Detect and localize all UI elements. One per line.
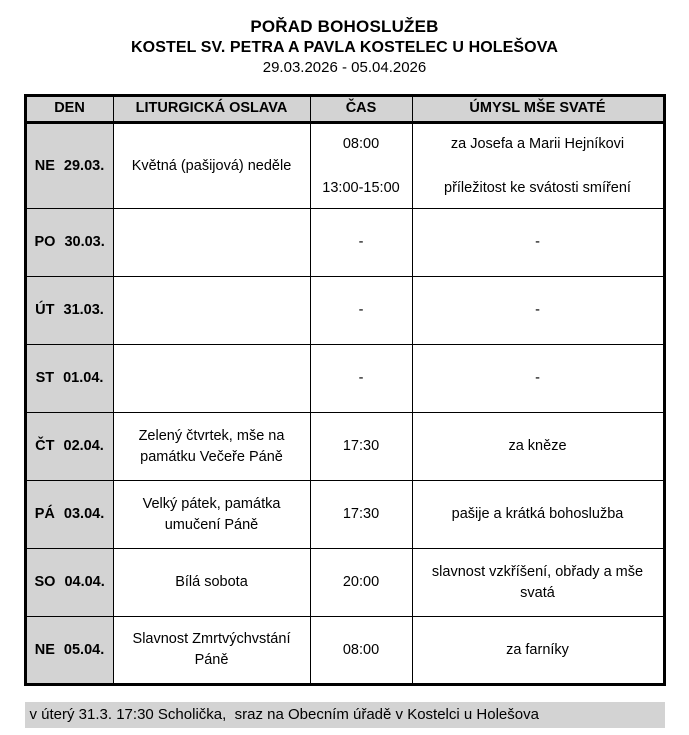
celebration-cell: Zelený čtvrtek, mše na památku Večeře Páně xyxy=(113,413,310,481)
time-cell: 17:30 xyxy=(310,481,412,549)
col-header-day: DEN xyxy=(25,96,113,123)
day-abbr: SO xyxy=(34,574,56,590)
intention-cell: - xyxy=(412,345,664,413)
schedule-table-header xyxy=(25,96,664,123)
schedule-table-body xyxy=(25,123,664,685)
celebration-cell: Velký pátek, památka umučení Páně xyxy=(113,481,310,549)
intention-cell xyxy=(412,123,664,209)
schedule-table xyxy=(24,94,666,686)
celebration-cell: Květná (pašijová) neděle xyxy=(113,123,310,209)
time-cell: - xyxy=(310,209,412,277)
table-row-tuesday-31-03 xyxy=(25,277,664,345)
table-row-sunday-05-04 xyxy=(25,617,664,685)
day-date: 29.03. xyxy=(63,157,105,174)
announcement-note: v úterý 31.3. 17:30 Scholička, sraz na Obecním úřadě v Kostelci u Holešova xyxy=(25,702,665,728)
day-abbr: ST xyxy=(35,370,55,386)
time-line-1: 08:00 xyxy=(342,135,380,152)
date-range: 29.03.2026 - 05.04.2026 xyxy=(262,59,427,76)
time-cell: - xyxy=(310,277,412,345)
day-cell xyxy=(25,277,113,345)
intention-cell: - xyxy=(412,277,664,345)
day-abbr: PO xyxy=(34,234,56,250)
time-cell: - xyxy=(310,345,412,413)
day-date: 02.04. xyxy=(63,438,104,454)
col-header-time: ČAS xyxy=(310,96,412,123)
day-date: 03.04. xyxy=(63,506,105,522)
day-abbr: NE xyxy=(34,157,55,174)
time-cell: 08:00 xyxy=(310,617,412,685)
day-abbr: ÚT xyxy=(35,302,55,318)
day-date: 31.03. xyxy=(63,302,104,318)
table-row-sunday-29-03 xyxy=(25,123,664,209)
intention-cell: - xyxy=(412,209,664,277)
celebration-cell xyxy=(113,209,310,277)
day-date: 30.03. xyxy=(64,234,105,250)
intention-cell: za kněze xyxy=(412,413,664,481)
celebration-cell: Slavnost Zmrtvýchvstání Páně xyxy=(113,617,310,685)
time-cell: 20:00 xyxy=(310,549,412,617)
day-abbr: ČT xyxy=(35,438,55,454)
table-row-friday-03-04 xyxy=(25,481,664,549)
page-title: POŘAD BOHOSLUŽEB xyxy=(250,17,439,36)
header-row xyxy=(25,96,664,123)
day-cell xyxy=(25,413,113,481)
day-cell xyxy=(25,481,113,549)
table-row-thursday-02-04 xyxy=(25,413,664,481)
day-cell xyxy=(25,345,113,413)
col-header-intention: ÚMYSL MŠE SVATÉ xyxy=(412,96,664,123)
intention-cell: za farníky xyxy=(412,617,664,685)
day-cell xyxy=(25,549,113,617)
day-cell xyxy=(25,617,113,685)
celebration-cell: Bílá sobota xyxy=(113,549,310,617)
day-abbr: PÁ xyxy=(34,506,55,522)
table-row-wednesday-01-04 xyxy=(25,345,664,413)
day-abbr: NE xyxy=(34,641,55,658)
day-date: 01.04. xyxy=(63,370,104,386)
title-block xyxy=(0,0,689,78)
intention-cell: slavnost vzkříšení, obřady a mše svatá xyxy=(412,549,664,617)
celebration-cell xyxy=(113,277,310,345)
time-cell xyxy=(310,123,412,209)
col-header-celebration: LITURGICKÁ OSLAVA xyxy=(113,96,310,123)
intention-line-1: za Josefa a Marii Hejníkovi xyxy=(450,135,625,152)
day-cell xyxy=(25,123,113,209)
church-name: KOSTEL SV. PETRA A PAVLA KOSTELEC U HOLEŠOVA xyxy=(131,39,558,56)
table-row-monday-30-03 xyxy=(25,209,664,277)
time-line-2: 13:00-15:00 xyxy=(322,179,400,196)
intention-line-2: příležitost ke svátosti smíření xyxy=(444,179,631,196)
day-cell xyxy=(25,209,113,277)
intention-cell: pašije a krátká bohoslužba xyxy=(412,481,664,549)
celebration-cell xyxy=(113,345,310,413)
day-date: 04.04. xyxy=(64,574,105,590)
day-date: 05.04. xyxy=(63,641,105,658)
time-cell: 17:30 xyxy=(310,413,412,481)
table-row-saturday-04-04 xyxy=(25,549,664,617)
